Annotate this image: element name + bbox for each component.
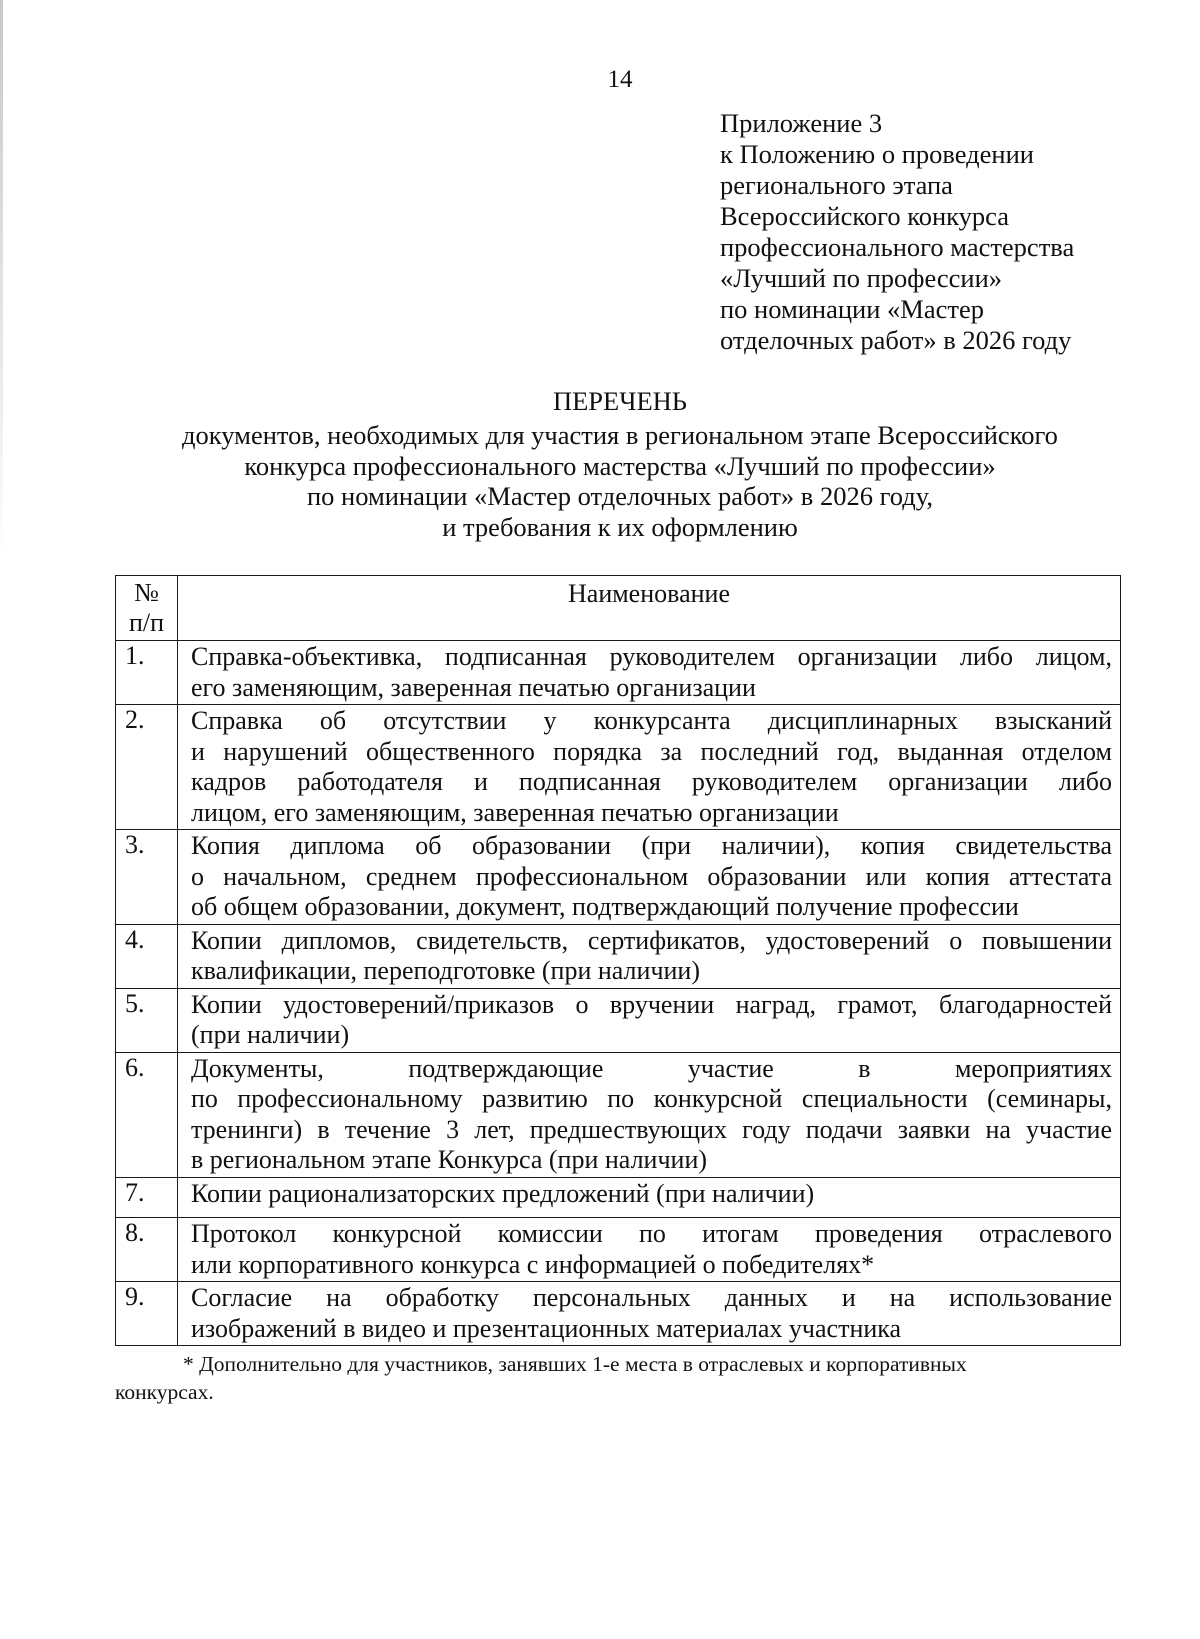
row-text-line: в региональном этапе Конкурса (при наличии) [191,1145,708,1174]
row-text-line: или корпоративного конкурса с информацией о победителях* [191,1249,875,1279]
table-row [116,1218,1121,1282]
appendix-line: отделочных работ» в 2026 году [720,325,1072,355]
table-row [116,1177,1121,1218]
row-number: 2. [116,705,178,830]
appendix-line: Всероссийского конкурса [720,201,1010,231]
row-text-line: о начальном, среднем профессиональном образовании или копия аттестата [191,861,1112,891]
appendix-line: Приложение 3 [720,108,883,138]
row-text-line: Копии удостоверений/приказов о вручении наград, грамот, благодарностей [191,989,1112,1019]
footnote-line: конкурсах. [115,1380,214,1404]
subtitle-line: документов, необходимых для участия в региональном этапе Всероссийского [182,420,1058,450]
table-row [116,641,1121,705]
appendix-line: регионального этапа [720,170,953,200]
number-header-symbol: № [134,578,159,607]
row-name [178,988,1121,1052]
row-name [178,1052,1121,1177]
footnote [115,1350,1125,1406]
row-text-line: Согласие на обработку персональных данных и на использование [191,1283,1112,1312]
document-subtitle [100,420,1140,542]
appendix-line: по номинации «Мастер [720,294,984,324]
table-header-row [116,576,1121,641]
row-text-line: тренинги) в течение 3 лет, предшествующих году подачи заявки на участие [191,1114,1112,1144]
row-text-line: изображений в видео и презентационных материалах участника [191,1313,902,1343]
table-row [116,830,1121,925]
row-number: 8. [116,1218,178,1282]
row-text-line: квалификации, переподготовке (при наличии) [191,956,701,985]
page-number: 14 [607,66,633,93]
row-name [178,924,1121,988]
number-header-abbr: п/п [128,608,165,637]
row-text-line: кадров работодателя и подписанная руководителем организации либо [191,767,1112,796]
table-row [116,924,1121,988]
row-number: 3. [116,830,178,925]
table-row [116,705,1121,830]
row-name [178,1218,1121,1282]
row-number: 1. [116,641,178,705]
row-text-line: Документы, подтверждающие участие в мероприятиях [191,1053,1112,1083]
row-text-line: об общем образовании, документ, подтверждающий получение профессии [191,892,1019,921]
row-text-line: по профессиональному развитию по конкурсной специальности (семинары, [191,1084,1112,1113]
row-text-line: Справка об отсутствии у конкурсанта дисциплинарных взысканий [191,706,1112,735]
row-name [178,1177,1121,1218]
document-title: ПЕРЕЧЕНЬ [552,386,687,416]
row-number: 5. [116,988,178,1052]
row-number: 7. [116,1177,178,1218]
row-number: 9. [116,1282,178,1346]
row-number: 4. [116,924,178,988]
appendix-block [720,108,1140,356]
row-text-line: его заменяющим, заверенная печатью организации [191,672,756,702]
name-column-header: Наименование [178,576,1121,641]
footnote-line: * Дополнительно для участников, занявших 1-е места в отраслевых и корпоративных [183,1352,967,1376]
row-text-line: Копия диплома об образовании (при наличии), копия свидетельства [191,831,1112,860]
table-row [116,1052,1121,1177]
documents-table [115,575,1121,1346]
row-text-line: Копии дипломов, свидетельств, сертификатов, удостоверений о повышении [191,925,1112,955]
row-text-line: Протокол конкурсной комиссии по итогам проведения отраслевого [191,1219,1112,1248]
row-text-line: Справка-объективка, подписанная руководителем организации либо лицом, [191,642,1112,671]
row-text-line: Копии рационализаторских предложений (при наличии) [191,1178,815,1208]
row-name [178,1282,1121,1346]
subtitle-line: по номинации «Мастер отделочных работ» в 2026 году, [307,481,933,511]
subtitle-line: конкурса профессионального мастерства «Лучший по профессии» [244,450,996,481]
row-number: 6. [116,1052,178,1177]
row-name [178,641,1121,705]
appendix-line: «Лучший по профессии» [720,263,1003,293]
row-text-line: лицом, его заменяющим, заверенная печатью организации [191,797,839,827]
table-row [116,1282,1121,1346]
subtitle-line: и требования к их оформлению [442,511,798,542]
number-column-header [116,576,178,641]
row-text-line: (при наличии) [191,1020,350,1049]
row-name [178,830,1121,925]
appendix-line: профессионального мастерства [720,232,1075,262]
table-row [116,988,1121,1052]
row-text-line: и нарушений общественного порядка за последний год, выданная отделом [191,736,1112,766]
row-name [178,705,1121,830]
appendix-line: к Положению о проведении [720,139,1034,169]
